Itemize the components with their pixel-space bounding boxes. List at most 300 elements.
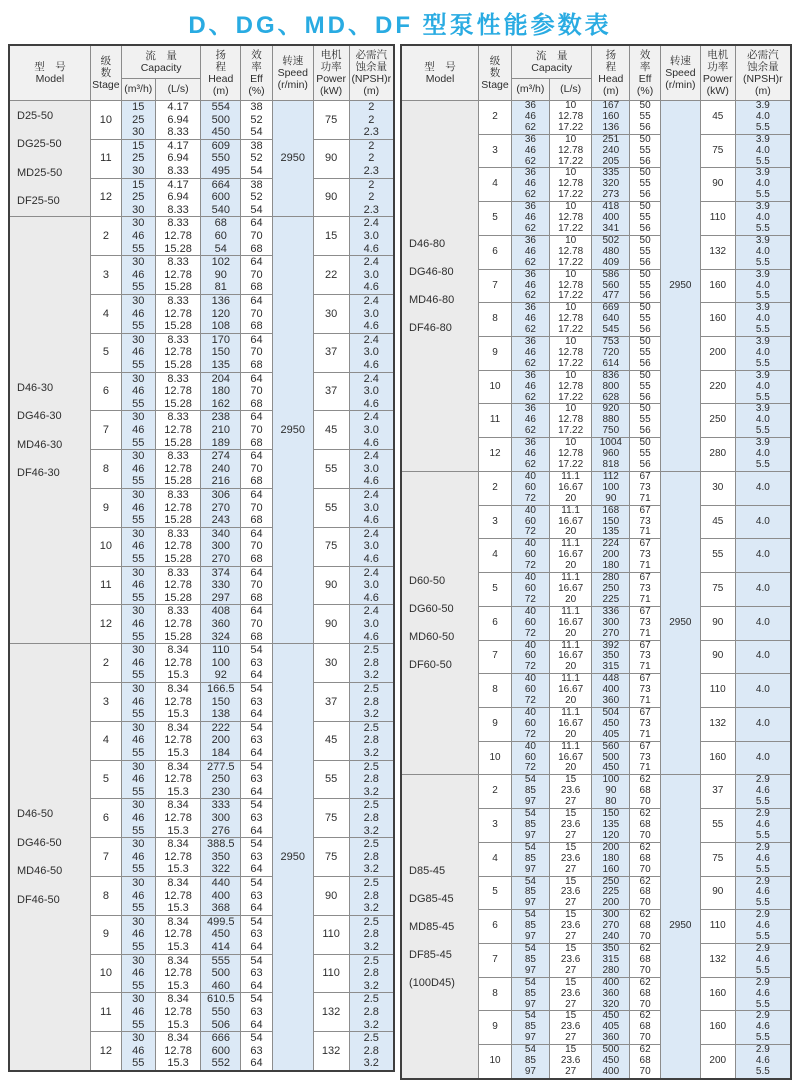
eff-cell: 67 73 71 xyxy=(630,707,661,741)
power-cell: 15 xyxy=(313,217,349,256)
eff-cell: 64 70 68 xyxy=(241,566,273,605)
stage-cell: 6 xyxy=(90,799,121,838)
capacity-ls-cell: 11.1 16.67 20 xyxy=(549,573,592,607)
capacity-ls-cell: 8.34 12.78 15.3 xyxy=(155,838,201,877)
stage-cell: 2 xyxy=(479,101,512,135)
eff-cell: 50 55 56 xyxy=(630,269,661,303)
eff-cell: 62 68 70 xyxy=(630,943,661,977)
capacity-m3h-cell: 54 85 97 xyxy=(511,943,549,977)
stage-row xyxy=(401,471,791,505)
power-cell: 75 xyxy=(700,573,735,607)
capacity-m3h-cell: 30 46 55 xyxy=(121,488,155,527)
power-cell: 200 xyxy=(700,1045,735,1079)
capacity-m3h-cell: 30 46 55 xyxy=(121,799,155,838)
power-cell: 90 xyxy=(313,178,349,217)
capacity-ls-cell: 4.17 6.94 8.33 xyxy=(155,139,201,178)
power-cell: 55 xyxy=(313,760,349,799)
eff-cell: 67 73 71 xyxy=(630,674,661,708)
stage-cell: 7 xyxy=(479,640,512,674)
header-head: 扬 程 Head (m) xyxy=(201,45,241,101)
npsh-cell: 2.9 4.6 5.5 xyxy=(735,977,791,1011)
stage-cell: 6 xyxy=(479,235,512,269)
power-cell: 37 xyxy=(313,372,349,411)
head-cell: 68 60 54 xyxy=(201,217,241,256)
capacity-m3h-cell: 36 46 62 xyxy=(511,303,549,337)
power-cell: 250 xyxy=(700,404,735,438)
eff-cell: 64 70 68 xyxy=(241,372,273,411)
stage-cell: 12 xyxy=(90,605,121,644)
capacity-m3h-cell: 36 46 62 xyxy=(511,101,549,135)
stage-cell: 10 xyxy=(90,527,121,566)
eff-cell: 50 55 56 xyxy=(630,370,661,404)
eff-cell: 62 68 70 xyxy=(630,1045,661,1079)
power-cell: 160 xyxy=(700,977,735,1011)
stage-row xyxy=(9,644,394,683)
capacity-m3h-cell: 30 46 55 xyxy=(121,682,155,721)
stage-cell: 7 xyxy=(90,411,121,450)
eff-cell: 62 68 70 xyxy=(630,876,661,910)
head-cell: 500 450 400 xyxy=(592,1045,630,1079)
eff-cell: 67 73 71 xyxy=(630,741,661,775)
npsh-cell: 4.0 xyxy=(735,573,791,607)
npsh-cell: 3.9 4.0 5.5 xyxy=(735,134,791,168)
capacity-m3h-cell: 54 85 97 xyxy=(511,775,549,809)
head-cell: 251 240 205 xyxy=(592,134,630,168)
head-cell: 112 100 90 xyxy=(592,471,630,505)
capacity-m3h-cell: 40 60 72 xyxy=(511,539,549,573)
model-cell: D85-45 DG85-45 MD85-45 DF85-45 (100D45) xyxy=(401,775,479,1079)
npsh-cell: 2.4 3.0 4.6 xyxy=(349,566,394,605)
capacity-m3h-cell: 30 46 55 xyxy=(121,605,155,644)
npsh-cell: 3.9 4.0 5.5 xyxy=(735,337,791,371)
capacity-m3h-cell: 40 60 72 xyxy=(511,505,549,539)
stage-cell: 8 xyxy=(479,674,512,708)
table-header xyxy=(9,45,394,101)
stage-cell: 9 xyxy=(90,915,121,954)
capacity-ls-cell: 11.1 16.67 20 xyxy=(549,539,592,573)
stage-cell: 4 xyxy=(90,721,121,760)
capacity-m3h-cell: 30 46 55 xyxy=(121,527,155,566)
header-npsh: 必需汽 蚀余量 (NPSH)r (m) xyxy=(735,45,791,101)
capacity-m3h-cell: 30 46 55 xyxy=(121,644,155,683)
stage-cell: 9 xyxy=(90,488,121,527)
eff-cell: 54 63 64 xyxy=(241,799,273,838)
power-cell: 280 xyxy=(700,438,735,472)
head-cell: 374 330 297 xyxy=(201,566,241,605)
npsh-cell: 2.9 4.6 5.5 xyxy=(735,809,791,843)
header-stage: 级 数 Stage xyxy=(90,45,121,101)
head-cell: 150 135 120 xyxy=(592,809,630,843)
head-cell: 448 400 360 xyxy=(592,674,630,708)
capacity-ls-cell: 10 12.78 17.22 xyxy=(549,404,592,438)
header-speed: 转速 Speed (r/min) xyxy=(660,45,700,101)
header-npsh: 必需汽 蚀余量 (NPSH)r (m) xyxy=(349,45,394,101)
power-cell: 200 xyxy=(700,337,735,371)
left-table-container xyxy=(8,44,395,1072)
eff-cell: 50 55 56 xyxy=(630,438,661,472)
head-cell: 222 200 184 xyxy=(201,721,241,760)
capacity-ls-cell: 10 12.78 17.22 xyxy=(549,438,592,472)
capacity-m3h-cell: 30 46 55 xyxy=(121,294,155,333)
capacity-ls-cell: 8.34 12.78 15.3 xyxy=(155,993,201,1032)
capacity-m3h-cell: 30 46 55 xyxy=(121,566,155,605)
capacity-ls-cell: 8.34 12.78 15.3 xyxy=(155,760,201,799)
stage-cell: 4 xyxy=(90,294,121,333)
capacity-ls-cell: 8.33 12.78 15.28 xyxy=(155,566,201,605)
capacity-m3h-cell: 40 60 72 xyxy=(511,640,549,674)
power-cell: 160 xyxy=(700,269,735,303)
capacity-ls-cell: 11.1 16.67 20 xyxy=(549,606,592,640)
eff-cell: 67 73 71 xyxy=(630,471,661,505)
model-cell: D46-50 DG46-50 MD46-50 DF46-50 xyxy=(9,644,90,1071)
head-cell: 274 240 216 xyxy=(201,450,241,489)
eff-cell: 54 63 64 xyxy=(241,1032,273,1071)
stage-cell: 5 xyxy=(479,202,512,236)
speed-cell: 2950 xyxy=(660,471,700,774)
header-head: 扬 程 Head (m) xyxy=(592,45,630,101)
capacity-m3h-cell: 30 46 55 xyxy=(121,954,155,993)
power-cell: 90 xyxy=(700,876,735,910)
capacity-m3h-cell: 40 60 72 xyxy=(511,674,549,708)
npsh-cell: 3.9 4.0 5.5 xyxy=(735,438,791,472)
capacity-m3h-cell: 54 85 97 xyxy=(511,809,549,843)
head-cell: 238 210 189 xyxy=(201,411,241,450)
capacity-m3h-cell: 36 46 62 xyxy=(511,438,549,472)
capacity-ls-cell: 8.34 12.78 15.3 xyxy=(155,799,201,838)
capacity-ls-cell: 8.33 12.78 15.28 xyxy=(155,333,201,372)
head-cell: 166.5 150 138 xyxy=(201,682,241,721)
capacity-ls-cell: 15 23.6 27 xyxy=(549,943,592,977)
capacity-m3h-cell: 30 46 55 xyxy=(121,838,155,877)
stage-cell: 7 xyxy=(90,838,121,877)
power-cell: 90 xyxy=(700,606,735,640)
power-cell: 132 xyxy=(700,943,735,977)
power-cell: 160 xyxy=(700,303,735,337)
npsh-cell: 2.9 4.6 5.5 xyxy=(735,1011,791,1045)
npsh-cell: 2.4 3.0 4.6 xyxy=(349,411,394,450)
eff-cell: 54 63 64 xyxy=(241,644,273,683)
npsh-cell: 3.9 4.0 5.5 xyxy=(735,168,791,202)
power-cell: 90 xyxy=(313,605,349,644)
capacity-m3h-cell: 54 85 97 xyxy=(511,1011,549,1045)
capacity-ls-cell: 8.34 12.78 15.3 xyxy=(155,1032,201,1071)
npsh-cell: 2.9 4.6 5.5 xyxy=(735,842,791,876)
stage-cell: 4 xyxy=(479,842,512,876)
head-cell: 440 400 368 xyxy=(201,876,241,915)
power-cell: 45 xyxy=(313,411,349,450)
capacity-ls-cell: 10 12.78 17.22 xyxy=(549,101,592,135)
stage-cell: 5 xyxy=(90,333,121,372)
stage-cell: 11 xyxy=(90,566,121,605)
npsh-cell: 2.9 4.6 5.5 xyxy=(735,775,791,809)
stage-cell: 8 xyxy=(90,450,121,489)
capacity-m3h-cell: 36 46 62 xyxy=(511,337,549,371)
eff-cell: 54 63 64 xyxy=(241,876,273,915)
model-cell: D25-50 DG25-50 MD25-50 DF25-50 xyxy=(9,101,90,217)
head-cell: 300 270 240 xyxy=(592,910,630,944)
eff-cell: 62 68 70 xyxy=(630,910,661,944)
stage-cell: 6 xyxy=(90,372,121,411)
eff-cell: 54 63 64 xyxy=(241,721,273,760)
eff-cell: 64 70 68 xyxy=(241,605,273,644)
eff-cell: 67 73 71 xyxy=(630,573,661,607)
stage-cell: 9 xyxy=(479,707,512,741)
npsh-cell: 2.4 3.0 4.6 xyxy=(349,256,394,295)
stage-cell: 10 xyxy=(90,954,121,993)
npsh-cell: 2.4 3.0 4.6 xyxy=(349,294,394,333)
eff-cell: 50 55 56 xyxy=(630,337,661,371)
head-cell: 502 480 409 xyxy=(592,235,630,269)
head-cell: 388.5 350 322 xyxy=(201,838,241,877)
stage-cell: 2 xyxy=(479,471,512,505)
capacity-ls-cell: 11.1 16.67 20 xyxy=(549,707,592,741)
capacity-ls-cell: 8.34 12.78 15.3 xyxy=(155,876,201,915)
capacity-m3h-cell: 36 46 62 xyxy=(511,235,549,269)
stage-cell: 9 xyxy=(479,337,512,371)
power-cell: 132 xyxy=(313,993,349,1032)
capacity-ls-cell: 8.33 12.78 15.28 xyxy=(155,372,201,411)
head-cell: 306 270 243 xyxy=(201,488,241,527)
npsh-cell: 2.5 2.8 3.2 xyxy=(349,644,394,683)
head-cell: 666 600 552 xyxy=(201,1032,241,1071)
head-cell: 167 160 136 xyxy=(592,101,630,135)
head-cell: 920 880 750 xyxy=(592,404,630,438)
eff-cell: 54 63 64 xyxy=(241,682,273,721)
npsh-cell: 3.9 4.0 5.5 xyxy=(735,101,791,135)
power-cell: 110 xyxy=(313,954,349,993)
npsh-cell: 4.0 xyxy=(735,606,791,640)
eff-cell: 54 63 64 xyxy=(241,760,273,799)
capacity-ls-cell: 8.33 12.78 15.28 xyxy=(155,411,201,450)
capacity-m3h-cell: 15 25 30 xyxy=(121,139,155,178)
stage-cell: 2 xyxy=(479,775,512,809)
eff-cell: 64 70 68 xyxy=(241,450,273,489)
power-cell: 30 xyxy=(313,644,349,683)
head-cell: 335 320 273 xyxy=(592,168,630,202)
eff-cell: 62 68 70 xyxy=(630,842,661,876)
power-cell: 132 xyxy=(700,235,735,269)
capacity-ls-cell: 15 23.6 27 xyxy=(549,876,592,910)
power-cell: 90 xyxy=(700,168,735,202)
eff-cell: 50 55 56 xyxy=(630,168,661,202)
power-cell: 110 xyxy=(700,202,735,236)
stage-cell: 12 xyxy=(90,178,121,217)
power-cell: 75 xyxy=(313,799,349,838)
left-pump-table xyxy=(8,44,395,1072)
npsh-cell: 4.0 xyxy=(735,471,791,505)
capacity-ls-cell: 15 23.6 27 xyxy=(549,842,592,876)
header-eff: 效 率 Eff (%) xyxy=(630,45,661,101)
head-cell: 392 350 315 xyxy=(592,640,630,674)
capacity-m3h-cell: 36 46 62 xyxy=(511,202,549,236)
capacity-ls-cell: 10 12.78 17.22 xyxy=(549,134,592,168)
head-cell: 400 360 320 xyxy=(592,977,630,1011)
capacity-m3h-cell: 54 85 97 xyxy=(511,977,549,1011)
eff-cell: 50 55 56 xyxy=(630,134,661,168)
table-body xyxy=(401,101,791,1079)
stage-cell: 8 xyxy=(90,876,121,915)
header-capacity: 流 量 Capacity xyxy=(121,45,201,78)
npsh-cell: 2 2 2.3 xyxy=(349,101,394,140)
eff-cell: 38 52 54 xyxy=(241,101,273,140)
speed-cell: 2950 xyxy=(660,101,700,472)
tables-container xyxy=(0,44,800,1080)
head-cell: 609 550 495 xyxy=(201,139,241,178)
model-cell: D60-50 DG60-50 MD60-50 DF60-50 xyxy=(401,471,479,774)
head-cell: 110 100 92 xyxy=(201,644,241,683)
head-cell: 836 800 628 xyxy=(592,370,630,404)
power-cell: 110 xyxy=(700,674,735,708)
head-cell: 224 200 180 xyxy=(592,539,630,573)
npsh-cell: 3.9 4.0 5.5 xyxy=(735,404,791,438)
npsh-cell: 2.5 2.8 3.2 xyxy=(349,799,394,838)
npsh-cell: 2.4 3.0 4.6 xyxy=(349,372,394,411)
right-table-container xyxy=(400,44,792,1080)
npsh-cell: 2.5 2.8 3.2 xyxy=(349,915,394,954)
head-cell: 170 150 135 xyxy=(201,333,241,372)
npsh-cell: 3.9 4.0 5.5 xyxy=(735,202,791,236)
head-cell: 136 120 108 xyxy=(201,294,241,333)
capacity-m3h-cell: 30 46 55 xyxy=(121,760,155,799)
power-cell: 37 xyxy=(313,333,349,372)
npsh-cell: 4.0 xyxy=(735,707,791,741)
capacity-m3h-cell: 30 46 55 xyxy=(121,217,155,256)
capacity-ls-cell: 8.33 12.78 15.28 xyxy=(155,488,201,527)
stage-cell: 7 xyxy=(479,269,512,303)
eff-cell: 64 70 68 xyxy=(241,411,273,450)
power-cell: 110 xyxy=(313,915,349,954)
npsh-cell: 2.5 2.8 3.2 xyxy=(349,760,394,799)
eff-cell: 54 63 64 xyxy=(241,993,273,1032)
eff-cell: 50 55 56 xyxy=(630,404,661,438)
capacity-m3h-cell: 15 25 30 xyxy=(121,178,155,217)
capacity-ls-cell: 8.33 12.78 15.28 xyxy=(155,605,201,644)
power-cell: 90 xyxy=(313,566,349,605)
stage-cell: 6 xyxy=(479,606,512,640)
capacity-ls-cell: 8.34 12.78 15.3 xyxy=(155,721,201,760)
eff-cell: 54 63 64 xyxy=(241,915,273,954)
npsh-cell: 2.5 2.8 3.2 xyxy=(349,993,394,1032)
capacity-ls-cell: 11.1 16.67 20 xyxy=(549,640,592,674)
power-cell: 30 xyxy=(313,294,349,333)
capacity-ls-cell: 10 12.78 17.22 xyxy=(549,202,592,236)
capacity-ls-cell: 11.1 16.67 20 xyxy=(549,674,592,708)
capacity-m3h-cell: 15 25 30 xyxy=(121,101,155,140)
eff-cell: 64 70 68 xyxy=(241,217,273,256)
power-cell: 55 xyxy=(313,450,349,489)
speed-cell: 2950 xyxy=(272,217,313,644)
head-cell: 554 500 450 xyxy=(201,101,241,140)
npsh-cell: 2.9 4.6 5.5 xyxy=(735,910,791,944)
head-cell: 168 150 135 xyxy=(592,505,630,539)
head-cell: 669 640 545 xyxy=(592,303,630,337)
table-body xyxy=(9,101,394,1071)
power-cell: 75 xyxy=(700,134,735,168)
capacity-ls-cell: 15 23.6 27 xyxy=(549,775,592,809)
eff-cell: 67 73 71 xyxy=(630,606,661,640)
power-cell: 37 xyxy=(313,682,349,721)
head-cell: 340 300 270 xyxy=(201,527,241,566)
capacity-ls-cell: 11.1 16.67 20 xyxy=(549,741,592,775)
npsh-cell: 2.4 3.0 4.6 xyxy=(349,333,394,372)
speed-cell: 2950 xyxy=(660,775,700,1079)
npsh-cell: 2.4 3.0 4.6 xyxy=(349,488,394,527)
stage-cell: 5 xyxy=(479,876,512,910)
table-header xyxy=(401,45,791,101)
power-cell: 90 xyxy=(313,139,349,178)
stage-cell: 10 xyxy=(479,1045,512,1079)
power-cell: 75 xyxy=(313,838,349,877)
head-cell: 333 300 276 xyxy=(201,799,241,838)
head-cell: 418 400 341 xyxy=(592,202,630,236)
head-cell: 450 405 360 xyxy=(592,1011,630,1045)
header-capacity: 流 量 Capacity xyxy=(511,45,592,78)
header-power: 电机 功率 Power (kW) xyxy=(700,45,735,101)
power-cell: 132 xyxy=(700,707,735,741)
model-cell: D46-80 DG46-80 MD46-80 DF46-80 xyxy=(401,101,479,472)
capacity-ls-cell: 15 23.6 27 xyxy=(549,910,592,944)
capacity-ls-cell: 10 12.78 17.22 xyxy=(549,168,592,202)
header-capacity-ls: (L/s) xyxy=(155,78,201,100)
speed-cell: 2950 xyxy=(272,101,313,217)
capacity-ls-cell: 10 12.78 17.22 xyxy=(549,235,592,269)
eff-cell: 64 70 68 xyxy=(241,488,273,527)
eff-cell: 62 68 70 xyxy=(630,1011,661,1045)
head-cell: 250 225 200 xyxy=(592,876,630,910)
stage-cell: 7 xyxy=(479,943,512,977)
capacity-ls-cell: 4.17 6.94 8.33 xyxy=(155,178,201,217)
capacity-m3h-cell: 30 46 55 xyxy=(121,333,155,372)
head-cell: 200 180 160 xyxy=(592,842,630,876)
power-cell: 22 xyxy=(313,256,349,295)
stage-row xyxy=(401,101,791,135)
power-cell: 75 xyxy=(700,842,735,876)
head-cell: 560 500 450 xyxy=(592,741,630,775)
npsh-cell: 3.9 4.0 5.5 xyxy=(735,370,791,404)
power-cell: 45 xyxy=(700,101,735,135)
capacity-ls-cell: 10 12.78 17.22 xyxy=(549,303,592,337)
eff-cell: 64 70 68 xyxy=(241,527,273,566)
npsh-cell: 4.0 xyxy=(735,674,791,708)
stage-cell: 9 xyxy=(479,1011,512,1045)
head-cell: 610.5 550 506 xyxy=(201,993,241,1032)
power-cell: 45 xyxy=(700,505,735,539)
capacity-m3h-cell: 30 46 55 xyxy=(121,256,155,295)
power-cell: 75 xyxy=(313,527,349,566)
npsh-cell: 4.0 xyxy=(735,640,791,674)
capacity-m3h-cell: 36 46 62 xyxy=(511,404,549,438)
stage-cell: 8 xyxy=(479,977,512,1011)
eff-cell: 67 73 71 xyxy=(630,539,661,573)
stage-cell: 11 xyxy=(479,404,512,438)
capacity-ls-cell: 8.34 12.78 15.3 xyxy=(155,915,201,954)
npsh-cell: 2.5 2.8 3.2 xyxy=(349,954,394,993)
capacity-ls-cell: 8.34 12.78 15.3 xyxy=(155,954,201,993)
stage-cell: 10 xyxy=(90,101,121,140)
capacity-m3h-cell: 54 85 97 xyxy=(511,910,549,944)
npsh-cell: 2.4 3.0 4.6 xyxy=(349,217,394,256)
npsh-cell: 2.5 2.8 3.2 xyxy=(349,721,394,760)
eff-cell: 62 68 70 xyxy=(630,809,661,843)
header-eff: 效 率 Eff (%) xyxy=(241,45,273,101)
npsh-cell: 2.4 3.0 4.6 xyxy=(349,527,394,566)
npsh-cell: 2.9 4.6 5.5 xyxy=(735,943,791,977)
stage-cell: 8 xyxy=(479,303,512,337)
header-model: 型 号 Model xyxy=(401,45,479,101)
stage-cell: 5 xyxy=(90,760,121,799)
stage-row xyxy=(9,217,394,256)
power-cell: 30 xyxy=(700,471,735,505)
